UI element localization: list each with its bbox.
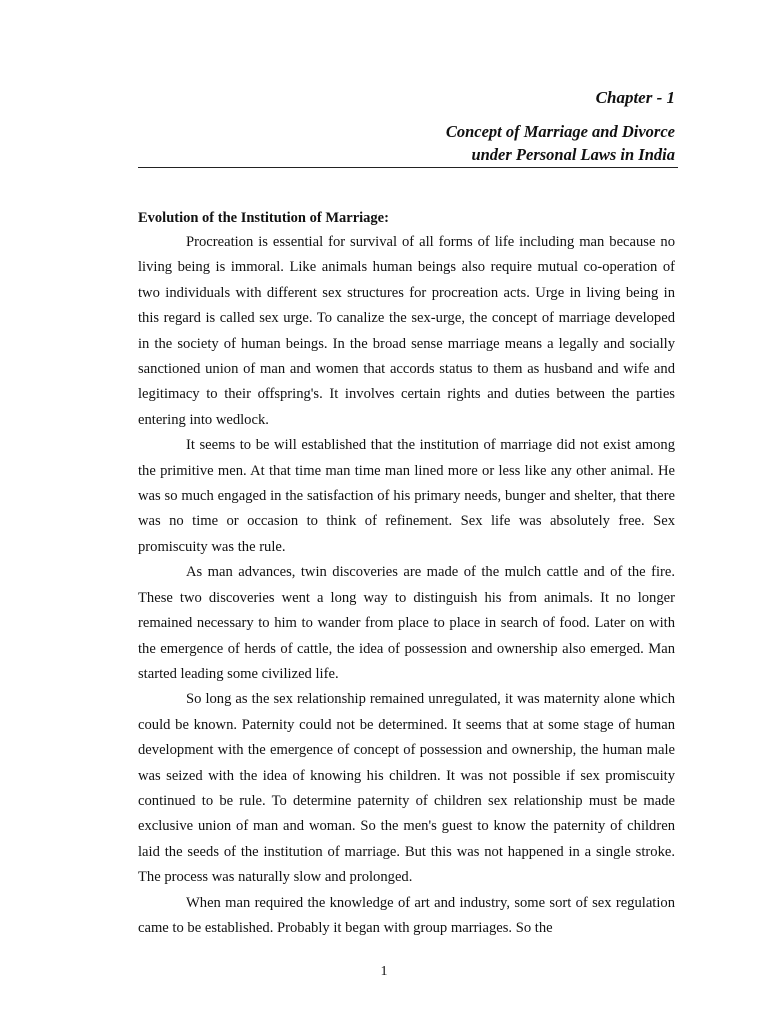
chapter-title-line-1: Concept of Marriage and Divorce — [445, 122, 675, 141]
header-divider — [138, 167, 678, 168]
paragraph: It seems to be will established that the institution of marriage did not exist among the primitive men. At that time man time man lined more or less like any other animal. He was so much engaged in the satisfaction of his primary needs, bunger and shelter, that there was no time or occasion to think of refinement. Sex life was absolutely free. Sex promiscuity was the rule. — [138, 437, 675, 555]
section-heading: Evolution of the Institution of Marriage: — [138, 210, 389, 226]
page-number: 1 — [380, 964, 388, 979]
paragraph: So long as the sex relationship remained unregulated, it was maternity alone which could be known. Paternity could not be determined. It seems that at some stage of human development with the emergence of concept of possession and ownership, the human male was seized with the idea of knowing his children. It was not possible if sex promiscuity continued to be rule. To determine paternity of children sex relationship must be made exclusive union of man and woman. So the men's guest to know the paternity of children laid the seeds of the institution of marriage. But this was not happened in a single stroke. The process was naturally slow and prolonged. — [138, 691, 675, 886]
chapter-title-line-2: under Personal Laws in India — [471, 145, 675, 164]
paragraph: Procreation is essential for survival of all forms of life including man because no living being is immoral. Like animals human beings also require mutual co-operation of two individuals with different sex structures for procreation acts. Urge in living being in this regard is called sex urge. To canalize the sex-urge, the concept of marriage developed in the society of human beings. In the broad sense marriage means a legally and socially sanctioned union of man and women that accords status to them as husband and wife and legitimacy to their offspring's. It involves certain rights and duties between the parties entering into wedlock. — [138, 234, 675, 428]
chapter-header — [255, 86, 675, 166]
chapter-number: Chapter - 1 — [595, 88, 675, 107]
paragraph: When man required the knowledge of art and industry, some sort of sex regulation came to be established. Probably it began with group marriages. So the — [138, 894, 675, 936]
body-text — [138, 230, 675, 941]
paragraph: As man advances, twin discoveries are made of the mulch cattle and of the fire. These two discoveries went a long way to distinguish his from animals. It no longer remained necessary to him to wander from place to place in search of food. Later on with the emergence of herds of cattle, the idea of possession and ownership also emerged. Man started leading some civilized life. — [138, 564, 675, 682]
